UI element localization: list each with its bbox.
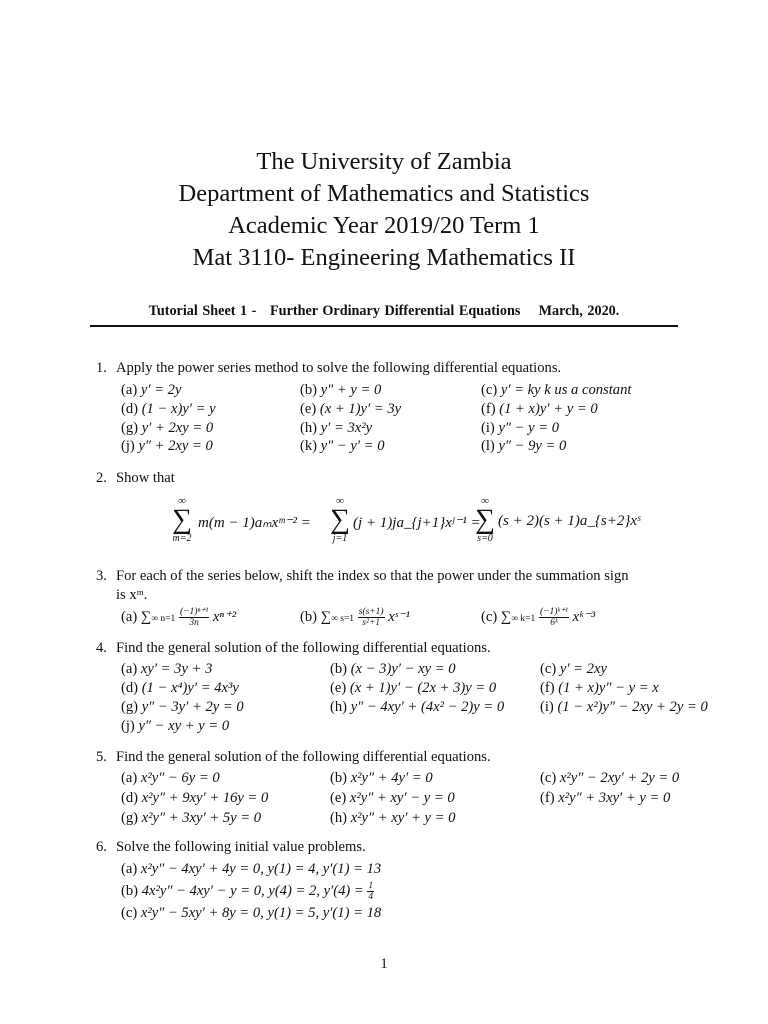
item-label: (j) (121, 438, 135, 455)
item-label: (h) (330, 699, 348, 715)
item-equation: y″ − xy + y = 0 (138, 718, 230, 734)
sigma-symbol: ∑ (320, 608, 332, 625)
q1-item-h (300, 419, 372, 438)
item-label: (i) (481, 419, 495, 436)
q5-item-b (330, 769, 433, 788)
item-equation: x²y″ + 3xy′ + y = 0 (558, 790, 671, 806)
sigma-symbol: ∑ (475, 504, 495, 535)
item-equation: y″ − 3y′ + 2y = 0 (141, 699, 244, 715)
series-item-a: (a) ∑∞ n=1 $\frac{\text{(−1)ⁿ⁺¹}}{3n}$ xⁿ⁺² (121, 607, 237, 628)
sigma-symbol: ∑ (500, 608, 512, 625)
question-prompt: Apply the power series method to solve the following differential equations. (116, 360, 562, 376)
item-label: (h) (330, 810, 348, 826)
q1-item-i (481, 419, 559, 438)
item-label: (g) (121, 699, 139, 715)
item-equation: (1 − x)y′ = y (141, 400, 216, 417)
sigma-symbol: ∑ (140, 608, 152, 625)
item-label: (g) (121, 810, 139, 826)
summation-2: ∞ ∑ j=1 (326, 496, 354, 545)
sheet-date: March, 2020. (538, 303, 620, 319)
university-name: The University of Zambia (256, 148, 512, 175)
question-number: 6. (96, 839, 107, 855)
item-equation: x²y″ + 3xy′ + 5y = 0 (141, 810, 262, 826)
item-label: (a) (121, 661, 138, 677)
sheet-topic: Further Ordinary Differential Equations (270, 303, 521, 319)
summation-3: ∞ ∑ s=0 (471, 496, 499, 545)
question-number: 1. (96, 360, 107, 376)
item-label: (l) (481, 438, 495, 455)
sum-limits: ∞ s=1 (331, 613, 355, 624)
item-equation: x²y″ + xy′ + y = 0 (350, 810, 456, 826)
item-label: (c) (540, 770, 557, 786)
item-equation: (1 − x⁴)y′ = 4x³y (141, 680, 239, 696)
sum-limits: ∞ n=1 (151, 613, 176, 624)
q1-item-k (300, 437, 385, 456)
item-equation: (x + 1)y′ = 3y (319, 400, 402, 417)
item-equation: x²y″ − 6y = 0 (140, 770, 220, 786)
item-equation: xy′ = 3y + 3 (140, 661, 213, 677)
question-number: 3. (96, 568, 107, 584)
item-equation: y′ = 2y (140, 382, 182, 398)
item-label: (a) (121, 382, 138, 398)
q1-item-j (121, 437, 213, 456)
academic-year: Academic Year 2019/20 Term 1 (228, 212, 540, 239)
item-label: (k) (300, 438, 318, 455)
item-label: (j) (121, 718, 135, 734)
item-equation: y″ + 2xy = 0 (138, 438, 213, 455)
item-equation: y″ − y′ = 0 (320, 438, 385, 455)
summation-2-term: (j + 1)ja_{j+1}xʲ⁻¹ = (353, 515, 481, 531)
item-label: (e) (300, 400, 317, 417)
fraction: $\frac{s(s+1)}{\text{s²+1}}$ (358, 607, 384, 628)
item-equation: (1 − x²)y″ − 2xy + 2y = 0 (557, 699, 708, 715)
document-header (0, 146, 768, 274)
item-equation: x²y″ − 2xy′ + 2y = 0 (559, 770, 680, 786)
sum-limits: ∞ k=1 (511, 613, 536, 624)
item-label: (g) (121, 419, 139, 436)
item-equation: y′ = 2xy (559, 661, 607, 677)
ivp-item-c: (c) x²y″ − 5xy′ + 8y = 0, y(1) = 5, y′(1) = 18 (121, 905, 382, 921)
item-equation: y′ = 3x²y (320, 419, 373, 436)
item-label: (f) (540, 790, 555, 806)
item-equation: y″ − 9y = 0 (498, 438, 567, 455)
summation-1: ∞ ∑ m=2 (168, 496, 196, 545)
item-equation: y″ − 4xy′ + (4x² − 2)y = 0 (350, 699, 505, 715)
item-equation: x²y″ + 9xy′ + 16y = 0 (141, 790, 269, 806)
q1-item-l (481, 437, 566, 456)
item-equation: y′ = ky k us a constant (500, 382, 632, 398)
sigma-symbol: ∑ (172, 504, 192, 535)
item-label: (e) (330, 680, 347, 696)
question-prompt: Find the general solution of the following differential equations. (116, 640, 491, 656)
item-label: (f) (540, 680, 555, 696)
q4-item-i (540, 698, 708, 717)
item-label: (i) (540, 699, 554, 715)
q5-item-f (540, 789, 670, 808)
sheet-title-line (90, 303, 678, 320)
q5-item-d (121, 789, 268, 808)
summation-3-term: (s + 2)(s + 1)a_{s+2}xˢ (498, 513, 641, 529)
q4-item-b (330, 660, 456, 679)
q4-item-e (330, 679, 496, 698)
item-label: (f) (481, 400, 496, 417)
q1-item-b (300, 381, 381, 400)
item-label: (h) (300, 419, 318, 436)
item-label: (d) (121, 790, 139, 806)
item-equation: (x + 1)y′ − (2x + 3)y = 0 (349, 680, 497, 696)
item-label: (b) (330, 770, 348, 786)
item-label: (e) (330, 790, 347, 806)
question-number: 5. (96, 749, 107, 765)
q5-item-a (121, 769, 220, 788)
q5-item-h (330, 809, 455, 828)
course-title: Mat 3110- Engineering Mathematics II (192, 244, 576, 271)
department-name: Department of Mathematics and Statistics (178, 180, 590, 207)
sheet-label: Tutorial Sheet 1 - (148, 303, 257, 319)
item-label: (d) (121, 680, 139, 696)
ivp-item-b: (b) 4x²y″ − 4xy′ − y = 0, y(4) = 2, y′(4) = $\frac{1}{4}$ (121, 881, 374, 902)
sigma-symbol: ∑ (330, 504, 350, 535)
question-prompt: Find the general solution of the following differential equations. (116, 749, 491, 765)
fraction: $\frac{\text{(−1)ᵏ⁺¹}}{\text{6ᵏ}}$ (539, 607, 568, 628)
item-equation: (1 + x)y″ − y = x (558, 680, 659, 696)
summation-1-term: m(m − 1)aₘxᵐ⁻² = (198, 515, 311, 531)
question-prompt: Solve the following initial value problems. (116, 839, 366, 855)
q5-item-e (330, 789, 455, 808)
q4-item-c (540, 660, 607, 679)
series-item-b: (b) ∑∞ s=1 $\frac{s(s+1)}{\text{s²+1}}$ xˢ⁻¹ (300, 607, 410, 628)
item-equation: (1 + x)y′ + y = 0 (499, 400, 598, 417)
item-equation: x²y″ + xy′ − y = 0 (349, 790, 455, 806)
title-divider (90, 325, 678, 327)
q5-item-c (540, 769, 679, 788)
page-number: 1 (380, 956, 388, 972)
q4-item-d (121, 679, 239, 698)
item-label: (b) (300, 382, 318, 398)
item-label: (b) (330, 661, 348, 677)
question-number: 2. (96, 470, 107, 486)
q1-item-c (481, 381, 631, 400)
item-label: (c) (540, 661, 557, 677)
item-label: (c) (481, 382, 498, 398)
series-item-c: (c) ∑∞ k=1 $\frac{\text{(−1)ᵏ⁺¹}}{\text{6ᵏ}}$ xᵏ⁻³ (481, 607, 596, 628)
q5-item-g (121, 809, 261, 828)
q4-item-a (121, 660, 212, 679)
ivp-item-a: (a) x²y″ − 4xy′ + 4y = 0, y(1) = 4, y′(1) = 13 (121, 861, 382, 877)
item-equation: (x − 3)y′ − xy = 0 (350, 661, 456, 677)
item-equation: y″ − y = 0 (498, 419, 560, 436)
question-prompt: For each of the series below, shift the index so that the power under the summation sign (116, 568, 629, 584)
question-prompt-continued: is xᵐ. (116, 587, 148, 603)
q4-item-h (330, 698, 504, 717)
item-label: (a) (121, 770, 138, 786)
q1-item-e (300, 400, 401, 419)
q1-item-g (121, 419, 213, 438)
question-prompt: Show that (116, 470, 175, 486)
q4-item-g (121, 698, 244, 717)
q1-item-d (121, 400, 216, 419)
item-equation: y″ + y = 0 (320, 382, 382, 398)
fraction: $\frac{\text{(−1)ⁿ⁺¹}}{3n}$ (179, 607, 209, 628)
q4-item-f (540, 679, 659, 698)
question-number: 4. (96, 640, 107, 656)
fraction: $\frac{1}{4}$ (368, 881, 374, 902)
q4-item-j (121, 717, 229, 736)
item-label: (d) (121, 400, 139, 417)
q1-item-a (121, 381, 181, 400)
item-equation: y′ + 2xy = 0 (141, 419, 214, 436)
item-equation: x²y″ + 4y′ = 0 (350, 770, 433, 786)
q1-item-f (481, 400, 598, 419)
